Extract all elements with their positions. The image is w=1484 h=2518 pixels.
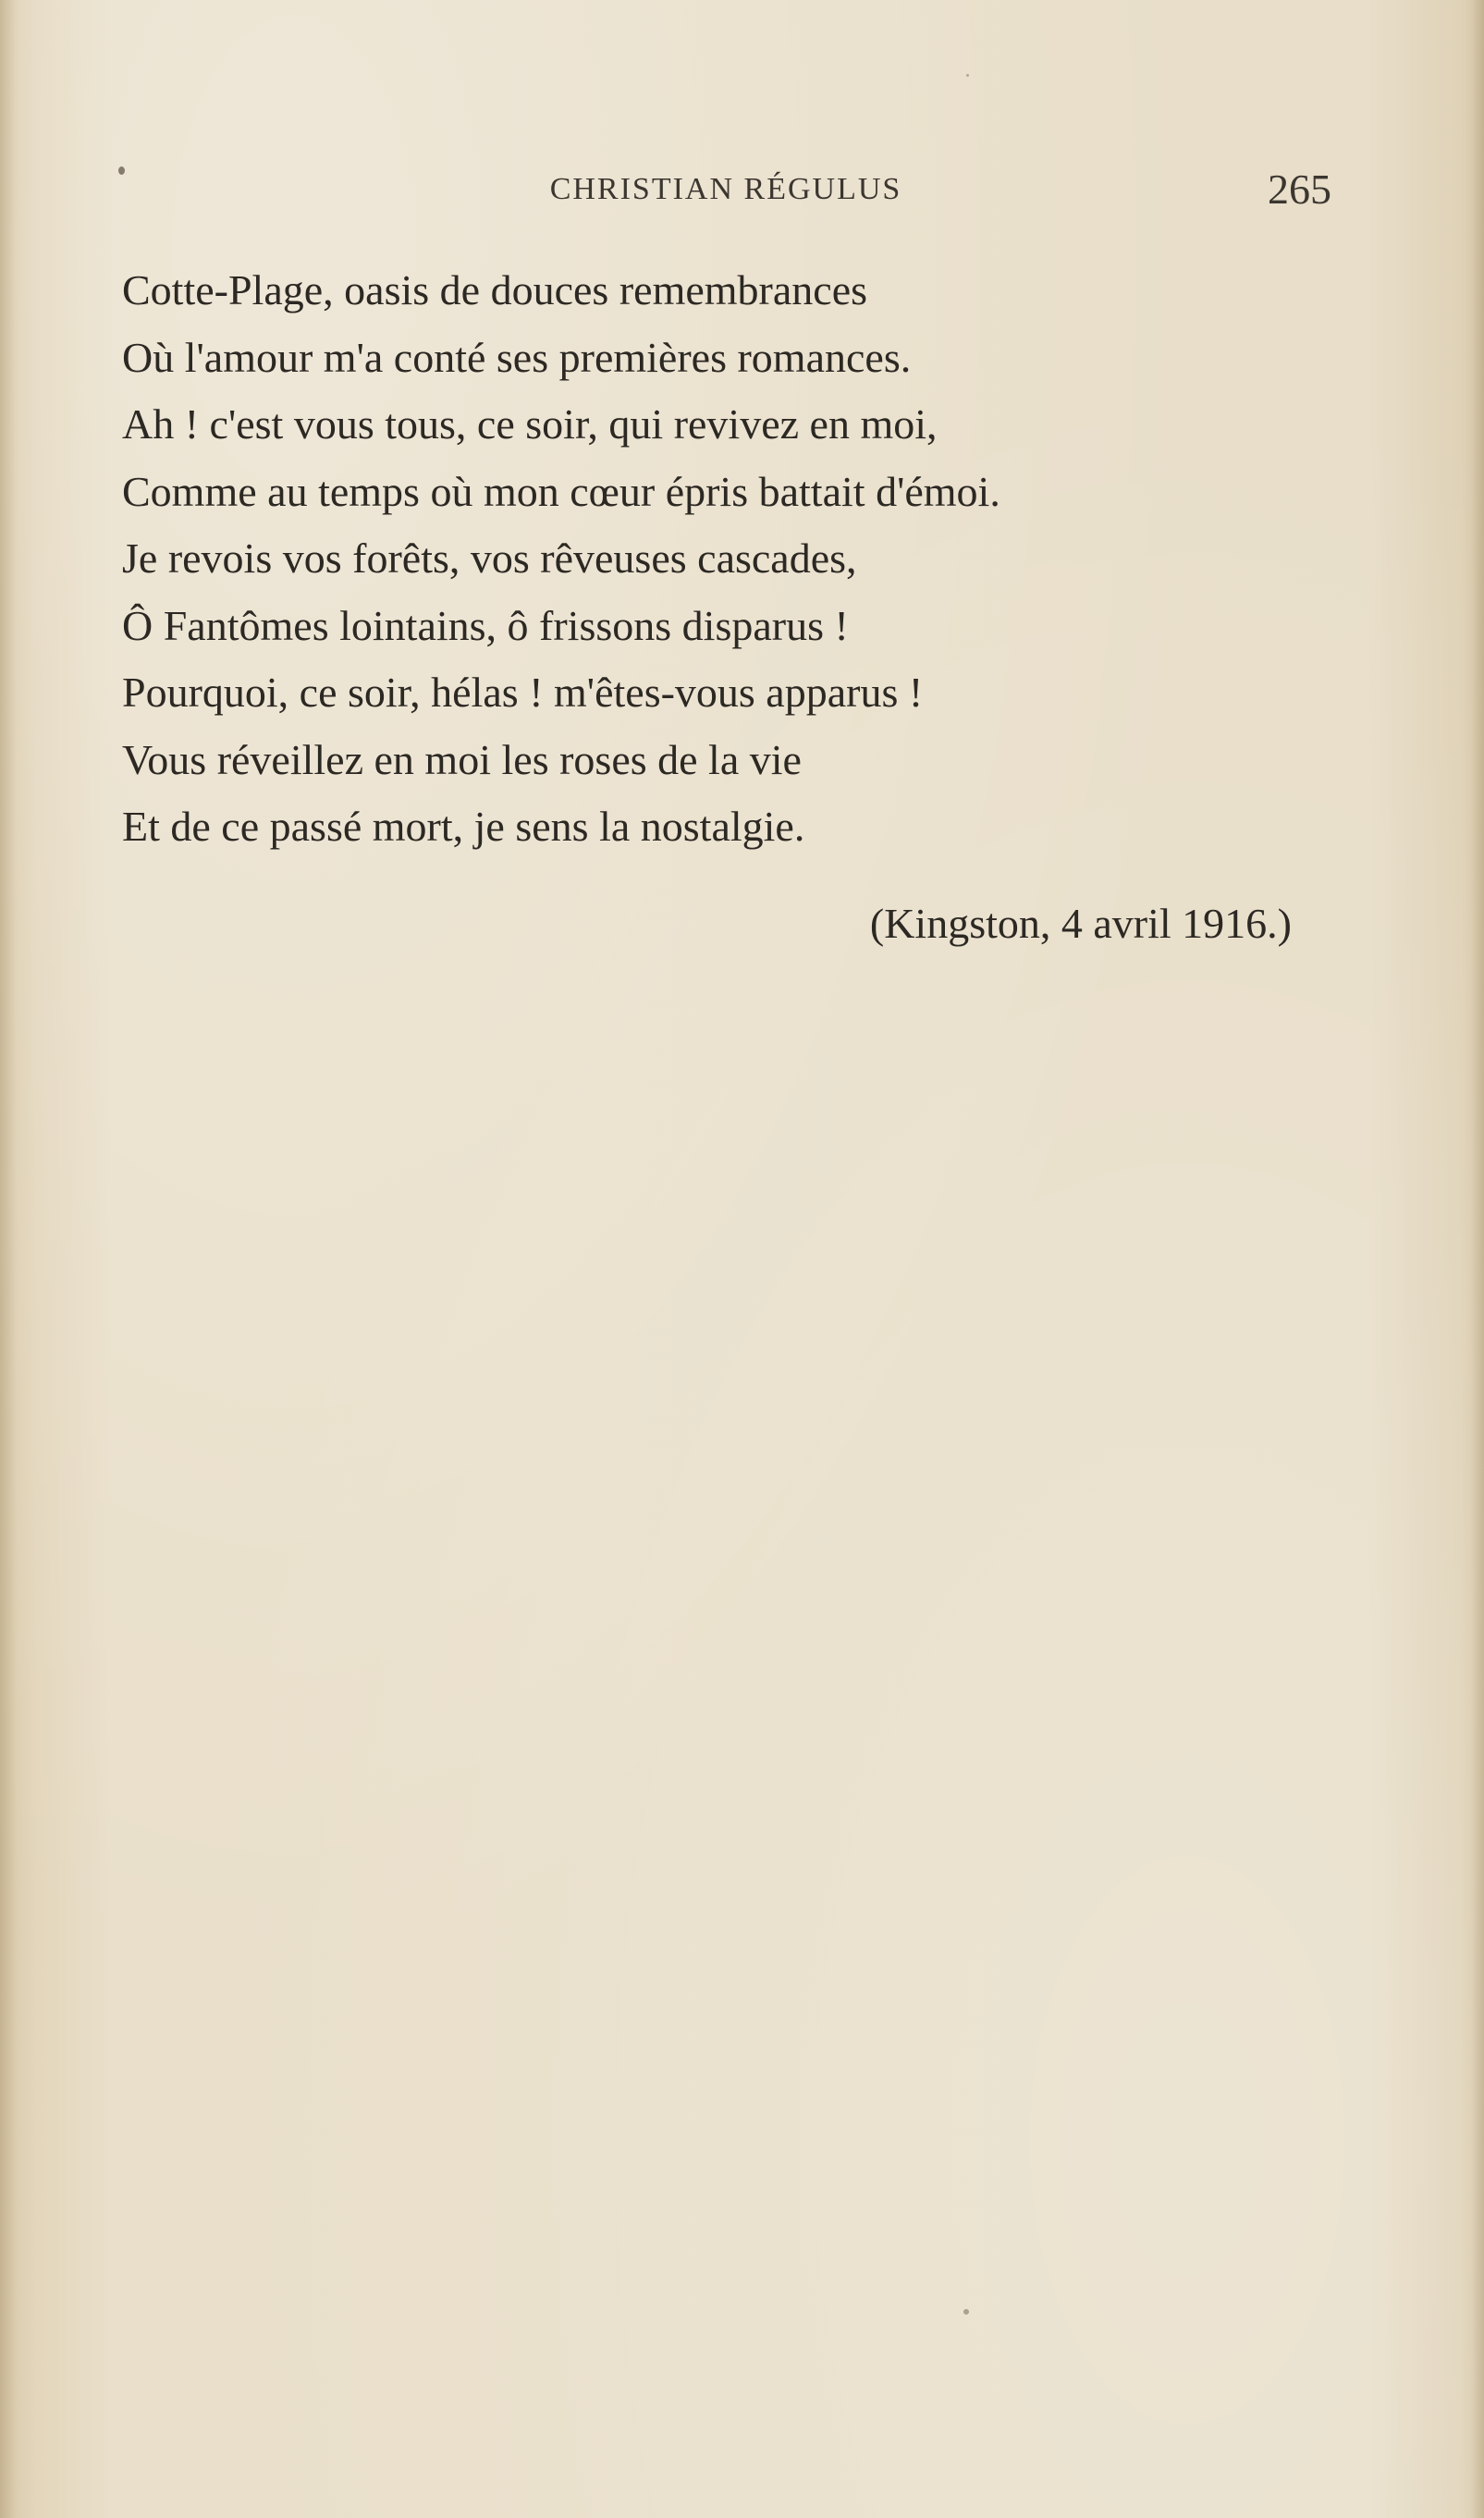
poem-dateline: (Kingston, 4 avril 1916.) xyxy=(869,900,1292,947)
poem-line: Je revois vos forêts, vos rêveuses cascades, xyxy=(122,534,857,582)
poem-line: Vous réveillez en moi les roses de la vie xyxy=(122,735,802,783)
poem-line: Cotte-Plage, oasis de douces remembrances xyxy=(122,266,868,313)
running-head xyxy=(120,165,1331,216)
poem-line: Et de ce passé mort, je sens la nostalgie. xyxy=(122,803,805,850)
page-number: 265 xyxy=(1268,166,1331,213)
ink-speck xyxy=(963,2309,969,2315)
poem-line: Ô Fantômes lointains, ô frissons disparus ! xyxy=(122,601,849,649)
ink-speck xyxy=(966,74,969,77)
page-edge-shadow-right xyxy=(1471,0,1484,2518)
poem-text xyxy=(122,257,1324,861)
poem-line: Où l'amour m'a conté ses premières romances. xyxy=(122,333,912,381)
poem-line: Pourquoi, ce soir, hélas ! m'êtes-vous apparus ! xyxy=(122,669,924,716)
running-head-title: CHRISTIAN RÉGULUS xyxy=(549,172,902,206)
poem-line: Ah ! c'est vous tous, ce soir, qui revivez en moi, xyxy=(122,400,938,448)
page-edge-shadow-left xyxy=(0,0,17,2518)
poem-line: Comme au temps où mon cœur épris battait d'émoi. xyxy=(122,467,1000,515)
